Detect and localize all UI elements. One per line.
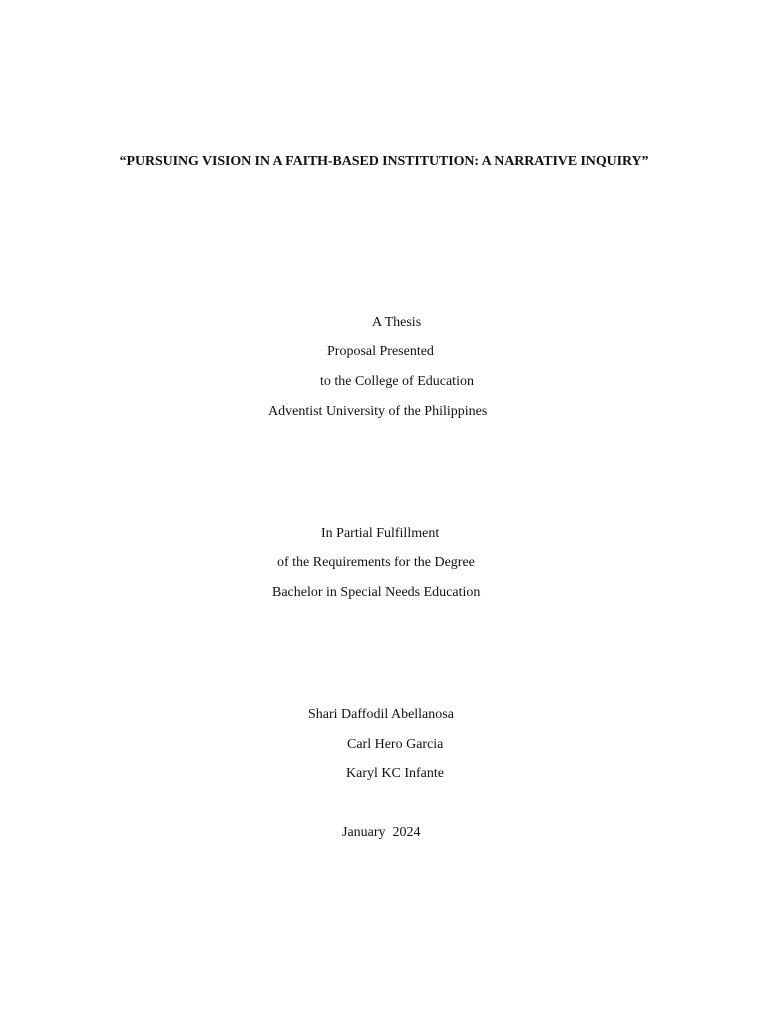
thesis-label: A Thesis: [372, 315, 422, 330]
thesis-title: “PURSUING VISION IN A FAITH-BASED INSTITUTION: A NARRATIVE INQUIRY”: [119, 154, 649, 169]
author-name: Shari Daffodil Abellanosa: [308, 707, 454, 722]
author-name: Karyl KC Infante: [346, 766, 444, 781]
college-line: to the College of Education: [320, 374, 474, 389]
partial-fulfillment-line: In Partial Fulfillment: [321, 526, 440, 541]
degree-line: Bachelor in Special Needs Education: [272, 585, 481, 600]
proposal-presented-line: Proposal Presented: [327, 344, 434, 359]
submission-date: January 2024: [342, 825, 421, 840]
university-line: Adventist University of the Philippines: [268, 404, 488, 419]
author-name: Carl Hero Garcia: [347, 737, 444, 752]
requirements-line: of the Requirements for the Degree: [277, 555, 475, 570]
